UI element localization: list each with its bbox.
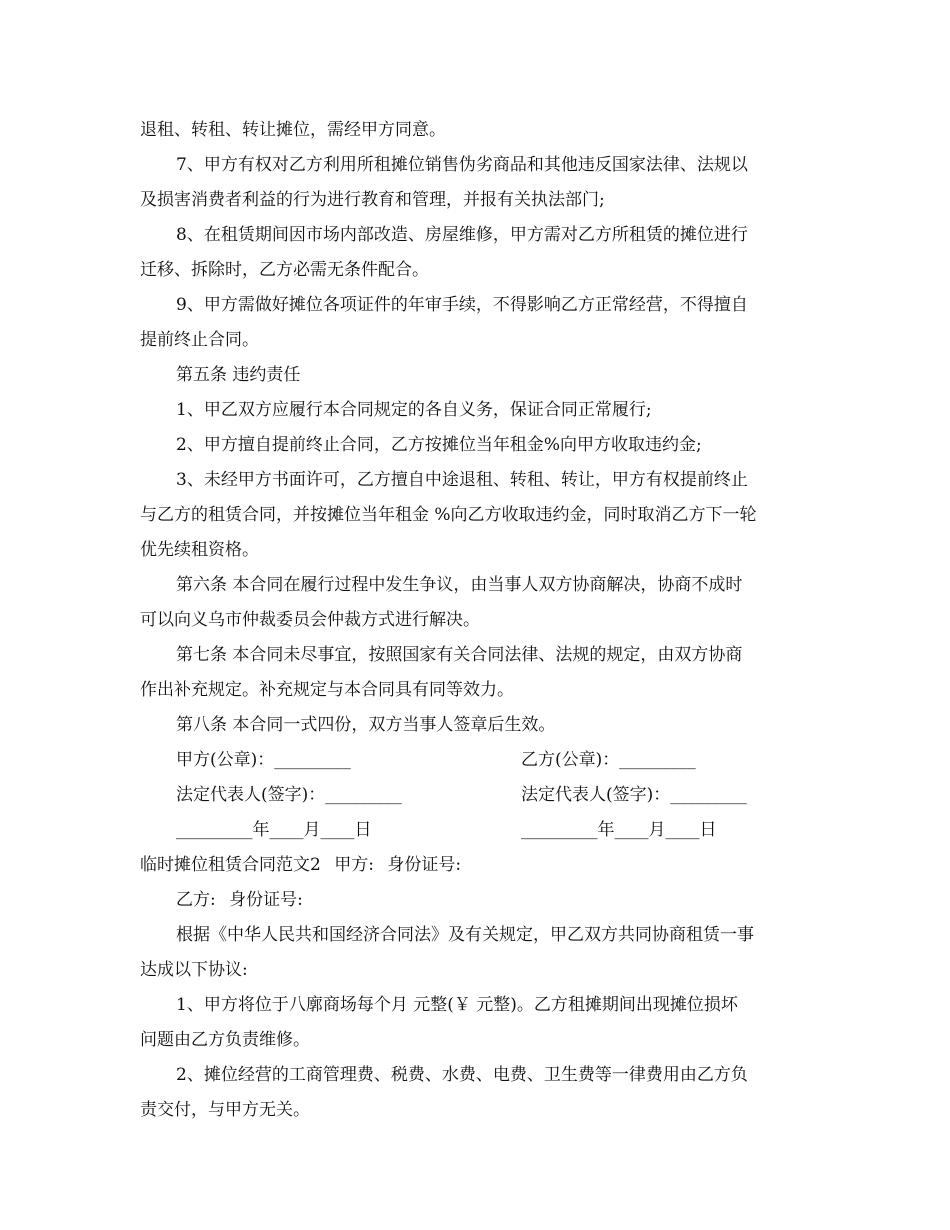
text-line: 根据《中华人民共和国经济合同法》及有关规定，甲乙双方共同协商租赁一事 [176,925,754,945]
text-line: 1、甲方将位于八廓商场每个月 元整(￥ 元整)。乙方租摊期间出现摊位损坏 [176,995,738,1015]
text-line: 责交付，与甲方无关。 [140,1100,310,1120]
text-line: 优先续租资格。 [140,540,259,560]
party-a-date-field: _________年____月____日 [176,820,372,840]
party-b-seal-field: 乙方(公章)：_________ [521,750,696,770]
text-line: 达成以下协议: [140,960,248,980]
text-line: 2、甲方擅自提前终止合同，乙方按摊位当年租金%向甲方收取违约金; [176,435,702,455]
text-line: 提前终止合同。 [140,330,259,350]
text-line: 退租、转租、转让摊位，需经甲方同意。 [140,120,446,140]
section-heading: 第五条 违约责任 [176,365,301,385]
text-line: 第七条 本合同未尽事宜，按照国家有关合同法律、法规的规定，由双方协商 [176,645,743,665]
text-line: 可以向义乌市仲裁委员会仲裁方式进行解决。 [140,610,480,630]
text-line: 第六条 本合同在履行过程中发生争议，由当事人双方协商解决，协商不成时 [176,575,743,595]
text-line: 乙方: 身份证号: [176,890,303,910]
text-line: 作出补充规定。补充规定与本合同具有同等效力。 [140,680,514,700]
text-line: 及损害消费者利益的行为进行教育和管理，并报有关执法部门; [140,190,605,210]
text-line: 3、未经甲方书面许可，乙方擅自中途退租、转租、转让，甲方有权提前终止 [176,470,748,490]
document-title-line: 临时摊位租赁合同范文2 甲方: 身份证号: [140,855,462,875]
text-line: 9、甲方需做好摊位各项证件的年审手续，不得影响乙方正常经营，不得擅自 [176,295,748,315]
text-line: 1、甲乙双方应履行本合同规定的各自义务，保证合同正常履行; [176,400,652,420]
text-line: 7、甲方有权对乙方利用所租摊位销售伪劣商品和其他违反国家法律、法规以 [176,155,748,175]
text-line: 8、在租赁期间因市场内部改造、房屋维修，甲方需对乙方所租赁的摊位进行 [176,225,748,245]
text-line: 迁移、拆除时，乙方必需无条件配合。 [140,260,429,280]
party-b-date-field: _________年____月____日 [521,820,717,840]
party-a-seal-field: 甲方(公章)：_________ [176,750,351,770]
text-line: 与乙方的租赁合同，并按摊位当年租金 %向乙方收取违约金，同时取消乙方下一轮 [140,505,757,525]
text-line: 2、摊位经营的工商管理费、税费、水费、电费、卫生费等一律费用由乙方负 [176,1065,748,1085]
party-b-representative-field: 法定代表人(签字)：_________ [521,785,747,805]
text-line: 问题由乙方负责维修。 [140,1030,310,1050]
party-a-representative-field: 法定代表人(签字)：_________ [176,785,402,805]
text-line: 第八条 本合同一式四份，双方当事人签章后生效。 [176,715,556,735]
